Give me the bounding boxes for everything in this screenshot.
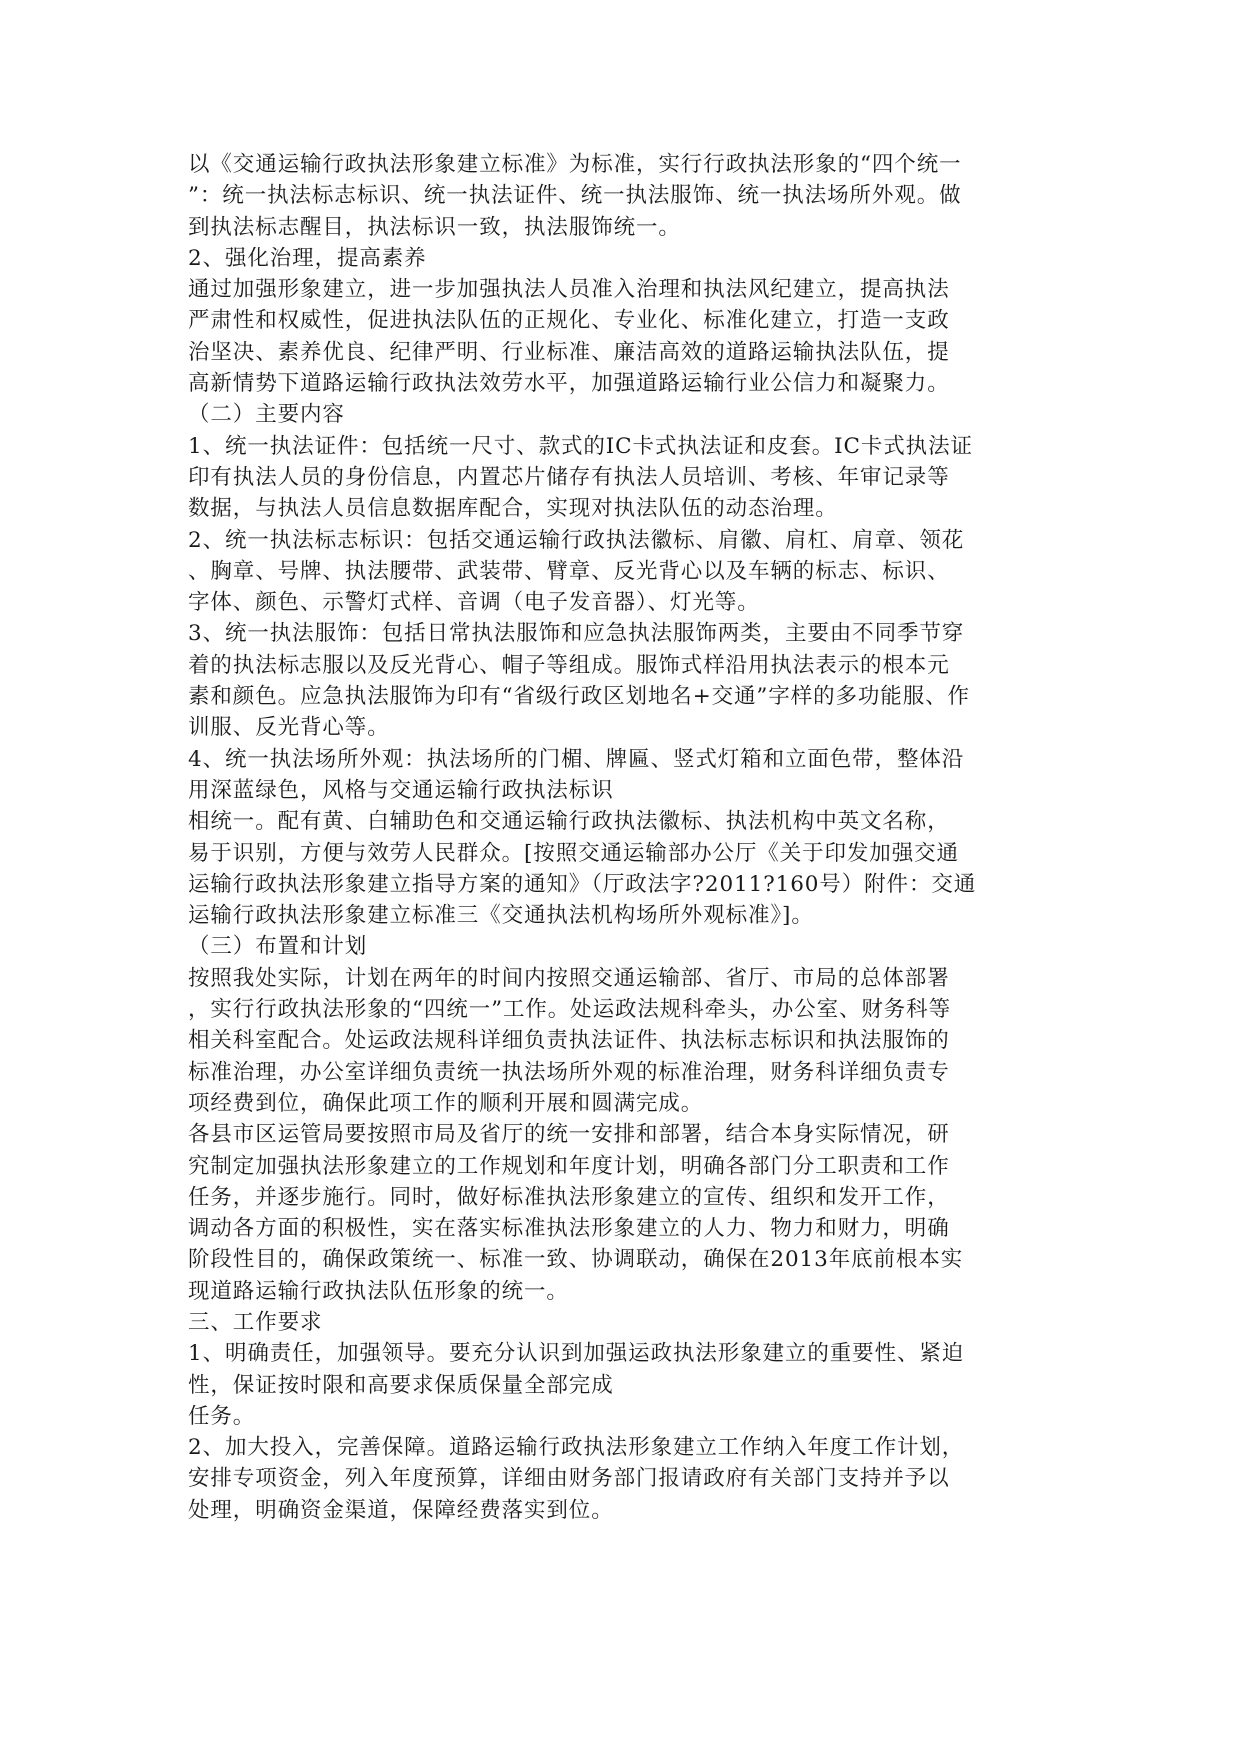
text-line: 各县市区运管局要按照市局及省厅的统一安排和部署，结合本身实际情况，研	[188, 1122, 950, 1148]
section-heading: 2、强化治理，提高素养	[188, 245, 427, 271]
text-line: 相统一。配有黄、白辅助色和交通运输行政执法徽标、执法机构中英文名称，	[188, 809, 950, 835]
text-line: 运输行政执法形象建立指导方案的通知》（厅政法字?2011?160号）附件：交通	[188, 871, 977, 897]
text-line: ，实行行政执法形象的“四统一”工作。处运政法规科牵头，办公室、财务科等	[188, 997, 951, 1023]
section-heading: （二）主要内容	[188, 402, 345, 428]
text-line: 着的执法标志服以及反光背心、帽子等组成。服饰式样沿用执法表示的根本元	[188, 652, 950, 678]
text-line: 2、统一执法标志标识：包括交通运输行政执法徽标、肩徽、肩杠、肩章、领花	[188, 527, 965, 553]
text-line: 1、明确责任，加强领导。要充分认识到加强运政执法形象建立的重要性、紧迫	[188, 1341, 965, 1367]
text-line: ”：统一执法标志标识、统一执法证件、统一执法服饰、统一执法场所外观。做	[188, 183, 962, 209]
section-heading: （三）布置和计划	[188, 934, 368, 960]
text-line: 高新情势下道路运输行政执法效劳水平，加强道路运输行业公信力和凝聚力。	[188, 371, 950, 397]
text-line: 3、统一执法服饰：包括日常执法服饰和应急执法服饰两类，主要由不同季节穿	[188, 621, 965, 647]
text-line: 以《交通运输行政执法形象建立标准》为标准，实行行政执法形象的“四个统一	[188, 152, 962, 177]
text-line: 按照我处实际，计划在两年的时间内按照交通运输部、省厅、市局的总体部署	[188, 965, 950, 991]
section-heading: 三、工作要求	[188, 1309, 323, 1335]
text-line: 性，保证按时限和高要求保质保量全部完成	[188, 1372, 614, 1398]
text-line: 相关科室配合。处运政法规科详细负责执法证件、执法标志标识和执法服饰的	[188, 1028, 950, 1054]
text-line: 阶段性目的，确保政策统一、标准一致、协调联动，确保在2013年底前根本实	[188, 1247, 964, 1273]
text-line: 字体、颜色、示警灯式样、音调（电子发音器）、灯光等。	[188, 590, 760, 616]
document-body	[188, 149, 1053, 1526]
text-line: 数据，与执法人员信息数据库配合，实现对执法队伍的动态治理。	[188, 496, 838, 522]
text-line: 通过加强形象建立，进一步加强执法人员准入治理和执法风纪建立，提高执法	[188, 277, 950, 303]
text-line: 处理，明确资金渠道，保障经费落实到位。	[188, 1497, 614, 1523]
text-line: 印有执法人员的身份信息，内置芯片储存有执法人员培训、考核、年审记录等	[188, 464, 950, 490]
text-line: 项经费到位，确保此项工作的顺利开展和圆满完成。	[188, 1090, 704, 1116]
text-line: 到执法标志醒目，执法标识一致，执法服饰统一。	[188, 214, 681, 240]
text-line: 训服、反光背心等。	[188, 715, 390, 741]
text-line: 4、统一执法场所外观：执法场所的门楣、牌匾、竖式灯箱和立面色带，整体沿	[188, 746, 965, 772]
text-line: 究制定加强执法形象建立的工作规划和年度计划，明确各部门分工职责和工作	[188, 1153, 950, 1179]
text-line: 调动各方面的积极性，实在落实标准执法形象建立的人力、物力和财力，明确	[188, 1216, 950, 1242]
text-line: 2、加大投入，完善保障。道路运输行政执法形象建立工作纳入年度工作计划，	[188, 1435, 965, 1461]
text-line: 治坚决、素养优良、纪律严明、行业标准、廉洁高效的道路运输执法队伍，提	[188, 339, 950, 365]
text-line: 安排专项资金，列入年度预算，详细由财务部门报请政府有关部门支持并予以	[188, 1466, 950, 1492]
text-line: 、胸章、号牌、执法腰带、武装带、臂章、反光背心以及车辆的标志、标识、	[188, 558, 950, 584]
text-line: 用深蓝绿色，风格与交通运输行政执法标识	[188, 777, 614, 803]
text-line: 任务，并逐步施行。同时，做好标准执法形象建立的宣传、组织和发开工作，	[188, 1184, 950, 1210]
text-line: 易于识别，方便与效劳人民群众。[按照交通运输部办公厅《关于印发加强交通	[188, 840, 959, 866]
text-line: 现道路运输行政执法队伍形象的统一。	[188, 1278, 569, 1304]
text-line: 1、统一执法证件：包括统一尺寸、款式的IC卡式执法证和皮套。IC卡式执法证	[188, 433, 973, 459]
text-line: 任务。	[188, 1403, 256, 1429]
text-line: 素和颜色。应急执法服饰为印有“省级行政区划地名+交通”字样的多功能服、作	[188, 684, 970, 710]
text-line: 标准治理，办公室详细负责统一执法场所外观的标准治理，财务科详细负责专	[188, 1059, 950, 1085]
text-line: 严肃性和权威性，促进执法队伍的正规化、专业化、标准化建立，打造一支政	[188, 308, 950, 334]
text-line: 运输行政执法形象建立标准三《交通执法机构场所外观标准》]。	[188, 903, 814, 929]
